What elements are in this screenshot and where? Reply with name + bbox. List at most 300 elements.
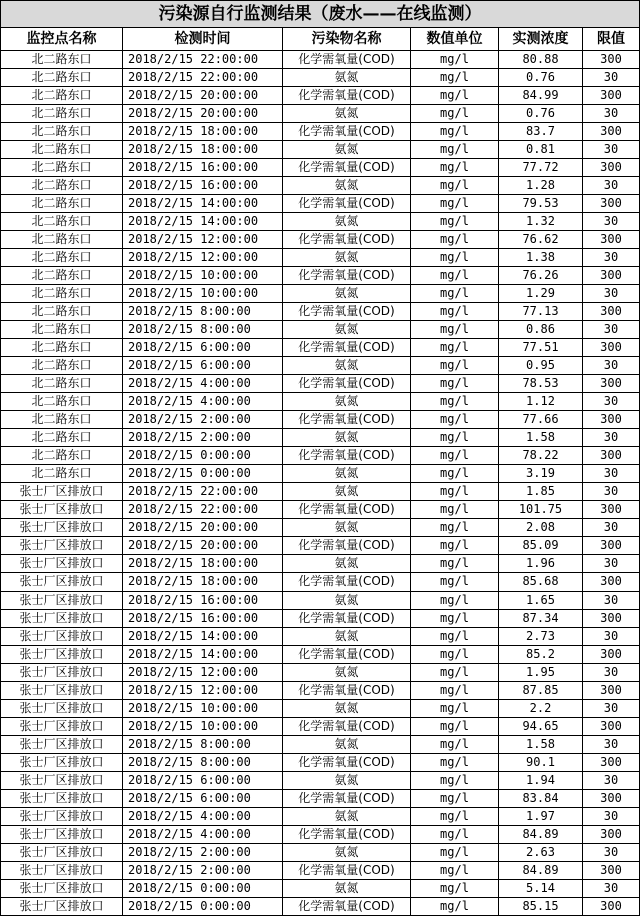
cell-limit: 30: [583, 591, 640, 609]
table-row: [1, 717, 640, 735]
cell-limit: 300: [583, 861, 640, 879]
cell-time: 2018/2/15 2:00:00: [123, 411, 283, 429]
cell-value: 83.7: [499, 123, 583, 141]
cell-time: 2018/2/15 0:00:00: [123, 465, 283, 483]
table-row: [1, 123, 640, 141]
table-row: [1, 105, 640, 123]
cell-time: 2018/2/15 12:00:00: [123, 231, 283, 249]
cell-time: 2018/2/15 6:00:00: [123, 789, 283, 807]
cell-site: 北二路东口: [1, 141, 123, 159]
cell-pollutant: 化学需氧量(COD): [283, 609, 411, 627]
cell-time: 2018/2/15 2:00:00: [123, 861, 283, 879]
table-row: [1, 159, 640, 177]
table-row: [1, 555, 640, 573]
table-row: [1, 285, 640, 303]
cell-unit: mg/l: [411, 357, 499, 375]
cell-pollutant: 氨氮: [283, 483, 411, 501]
cell-unit: mg/l: [411, 753, 499, 771]
cell-unit: mg/l: [411, 51, 499, 69]
cell-unit: mg/l: [411, 573, 499, 591]
table-row: [1, 249, 640, 267]
cell-site: 北二路东口: [1, 357, 123, 375]
cell-site: 张士厂区排放口: [1, 591, 123, 609]
cell-limit: 30: [583, 699, 640, 717]
cell-pollutant: 氨氮: [283, 213, 411, 231]
cell-unit: mg/l: [411, 321, 499, 339]
cell-unit: mg/l: [411, 897, 499, 915]
cell-site: 张士厂区排放口: [1, 627, 123, 645]
cell-unit: mg/l: [411, 249, 499, 267]
cell-site: 张士厂区排放口: [1, 573, 123, 591]
cell-limit: 30: [583, 735, 640, 753]
cell-site: 张士厂区排放口: [1, 789, 123, 807]
cell-unit: mg/l: [411, 87, 499, 105]
cell-unit: mg/l: [411, 375, 499, 393]
cell-site: 北二路东口: [1, 321, 123, 339]
cell-site: 北二路东口: [1, 51, 123, 69]
cell-time: 2018/2/15 4:00:00: [123, 393, 283, 411]
cell-time: 2018/2/15 6:00:00: [123, 339, 283, 357]
cell-site: 北二路东口: [1, 159, 123, 177]
cell-unit: mg/l: [411, 717, 499, 735]
cell-unit: mg/l: [411, 591, 499, 609]
cell-value: 80.88: [499, 51, 583, 69]
cell-unit: mg/l: [411, 339, 499, 357]
table-row: [1, 789, 640, 807]
cell-value: 87.34: [499, 609, 583, 627]
cell-pollutant: 氨氮: [283, 357, 411, 375]
cell-site: 北二路东口: [1, 429, 123, 447]
cell-time: 2018/2/15 12:00:00: [123, 681, 283, 699]
cell-unit: mg/l: [411, 411, 499, 429]
cell-site: 北二路东口: [1, 87, 123, 105]
cell-pollutant: 氨氮: [283, 591, 411, 609]
cell-unit: mg/l: [411, 555, 499, 573]
cell-limit: 30: [583, 519, 640, 537]
cell-pollutant: 氨氮: [283, 699, 411, 717]
cell-limit: 30: [583, 141, 640, 159]
cell-value: 5.14: [499, 879, 583, 897]
cell-pollutant: 化学需氧量(COD): [283, 375, 411, 393]
cell-unit: mg/l: [411, 501, 499, 519]
cell-value: 1.94: [499, 771, 583, 789]
table-row: [1, 213, 640, 231]
column-header-pollutant: 污染物名称: [283, 28, 411, 51]
cell-limit: 300: [583, 897, 640, 915]
table-row: [1, 69, 640, 87]
table-row: [1, 825, 640, 843]
cell-value: 0.95: [499, 357, 583, 375]
cell-site: 张士厂区排放口: [1, 735, 123, 753]
cell-time: 2018/2/15 2:00:00: [123, 843, 283, 861]
cell-value: 0.81: [499, 141, 583, 159]
cell-site: 张士厂区排放口: [1, 555, 123, 573]
cell-unit: mg/l: [411, 123, 499, 141]
cell-value: 1.85: [499, 483, 583, 501]
table-row: [1, 807, 640, 825]
cell-value: 1.58: [499, 735, 583, 753]
cell-value: 78.22: [499, 447, 583, 465]
table-row: [1, 699, 640, 717]
cell-limit: 30: [583, 213, 640, 231]
cell-site: 张士厂区排放口: [1, 843, 123, 861]
cell-time: 2018/2/15 22:00:00: [123, 501, 283, 519]
cell-site: 北二路东口: [1, 195, 123, 213]
cell-limit: 300: [583, 681, 640, 699]
cell-limit: 30: [583, 627, 640, 645]
cell-limit: 30: [583, 429, 640, 447]
cell-limit: 30: [583, 483, 640, 501]
cell-time: 2018/2/15 10:00:00: [123, 285, 283, 303]
cell-time: 2018/2/15 4:00:00: [123, 825, 283, 843]
cell-site: 张士厂区排放口: [1, 483, 123, 501]
cell-limit: 300: [583, 537, 640, 555]
cell-site: 北二路东口: [1, 267, 123, 285]
cell-unit: mg/l: [411, 285, 499, 303]
cell-pollutant: 氨氮: [283, 843, 411, 861]
cell-limit: 300: [583, 339, 640, 357]
table-row: [1, 339, 640, 357]
cell-site: 张士厂区排放口: [1, 897, 123, 915]
cell-value: 85.15: [499, 897, 583, 915]
cell-time: 2018/2/15 22:00:00: [123, 483, 283, 501]
cell-time: 2018/2/15 22:00:00: [123, 69, 283, 87]
header-row: [1, 28, 640, 51]
cell-pollutant: 化学需氧量(COD): [283, 411, 411, 429]
cell-limit: 300: [583, 267, 640, 285]
table-row: [1, 645, 640, 663]
cell-limit: 300: [583, 573, 640, 591]
title-row: [1, 1, 640, 28]
cell-time: 2018/2/15 18:00:00: [123, 141, 283, 159]
cell-site: 张士厂区排放口: [1, 753, 123, 771]
cell-time: 2018/2/15 12:00:00: [123, 249, 283, 267]
column-header-site: 监控点名称: [1, 28, 123, 51]
cell-time: 2018/2/15 18:00:00: [123, 573, 283, 591]
cell-site: 张士厂区排放口: [1, 681, 123, 699]
cell-pollutant: 氨氮: [283, 429, 411, 447]
cell-unit: mg/l: [411, 393, 499, 411]
cell-site: 北二路东口: [1, 231, 123, 249]
table-row: [1, 537, 640, 555]
cell-site: 北二路东口: [1, 177, 123, 195]
cell-value: 85.68: [499, 573, 583, 591]
cell-value: 101.75: [499, 501, 583, 519]
table-row: [1, 627, 640, 645]
cell-time: 2018/2/15 8:00:00: [123, 303, 283, 321]
cell-limit: 300: [583, 123, 640, 141]
table-row: [1, 753, 640, 771]
cell-pollutant: 氨氮: [283, 879, 411, 897]
cell-limit: 30: [583, 771, 640, 789]
cell-unit: mg/l: [411, 177, 499, 195]
cell-time: 2018/2/15 4:00:00: [123, 375, 283, 393]
cell-site: 北二路东口: [1, 69, 123, 87]
cell-limit: 300: [583, 51, 640, 69]
cell-limit: 30: [583, 321, 640, 339]
cell-limit: 300: [583, 87, 640, 105]
cell-pollutant: 化学需氧量(COD): [283, 501, 411, 519]
table-row: [1, 447, 640, 465]
cell-time: 2018/2/15 16:00:00: [123, 177, 283, 195]
table-row: [1, 501, 640, 519]
cell-pollutant: 化学需氧量(COD): [283, 123, 411, 141]
cell-pollutant: 化学需氧量(COD): [283, 645, 411, 663]
cell-pollutant: 化学需氧量(COD): [283, 681, 411, 699]
cell-value: 76.62: [499, 231, 583, 249]
cell-unit: mg/l: [411, 789, 499, 807]
table-row: [1, 195, 640, 213]
cell-time: 2018/2/15 20:00:00: [123, 87, 283, 105]
cell-unit: mg/l: [411, 267, 499, 285]
cell-pollutant: 氨氮: [283, 771, 411, 789]
cell-site: 张士厂区排放口: [1, 537, 123, 555]
cell-pollutant: 氨氮: [283, 249, 411, 267]
cell-time: 2018/2/15 18:00:00: [123, 123, 283, 141]
cell-site: 张士厂区排放口: [1, 825, 123, 843]
cell-site: 张士厂区排放口: [1, 879, 123, 897]
cell-unit: mg/l: [411, 231, 499, 249]
column-header-limit: 限值: [583, 28, 640, 51]
cell-value: 2.2: [499, 699, 583, 717]
table-row: [1, 879, 640, 897]
cell-unit: mg/l: [411, 141, 499, 159]
cell-time: 2018/2/15 16:00:00: [123, 609, 283, 627]
cell-value: 2.73: [499, 627, 583, 645]
cell-time: 2018/2/15 10:00:00: [123, 267, 283, 285]
cell-unit: mg/l: [411, 879, 499, 897]
cell-value: 0.76: [499, 69, 583, 87]
cell-site: 张士厂区排放口: [1, 699, 123, 717]
cell-limit: 30: [583, 357, 640, 375]
table-row: [1, 663, 640, 681]
column-header-value: 实测浓度: [499, 28, 583, 51]
cell-limit: 30: [583, 69, 640, 87]
cell-time: 2018/2/15 0:00:00: [123, 447, 283, 465]
table-row: [1, 861, 640, 879]
cell-site: 张士厂区排放口: [1, 771, 123, 789]
cell-time: 2018/2/15 10:00:00: [123, 699, 283, 717]
cell-pollutant: 氨氮: [283, 555, 411, 573]
cell-unit: mg/l: [411, 483, 499, 501]
cell-site: 张士厂区排放口: [1, 609, 123, 627]
cell-unit: mg/l: [411, 303, 499, 321]
cell-unit: mg/l: [411, 105, 499, 123]
cell-site: 张士厂区排放口: [1, 861, 123, 879]
cell-limit: 300: [583, 501, 640, 519]
cell-site: 北二路东口: [1, 339, 123, 357]
cell-value: 77.66: [499, 411, 583, 429]
cell-pollutant: 化学需氧量(COD): [283, 825, 411, 843]
cell-site: 北二路东口: [1, 393, 123, 411]
cell-limit: 300: [583, 609, 640, 627]
cell-pollutant: 氨氮: [283, 807, 411, 825]
cell-time: 2018/2/15 2:00:00: [123, 429, 283, 447]
cell-value: 1.58: [499, 429, 583, 447]
cell-pollutant: 氨氮: [283, 177, 411, 195]
cell-time: 2018/2/15 20:00:00: [123, 537, 283, 555]
cell-limit: 300: [583, 645, 640, 663]
table-row: [1, 357, 640, 375]
cell-site: 北二路东口: [1, 213, 123, 231]
cell-pollutant: 氨氮: [283, 69, 411, 87]
cell-time: 2018/2/15 6:00:00: [123, 357, 283, 375]
cell-pollutant: 化学需氧量(COD): [283, 231, 411, 249]
cell-time: 2018/2/15 14:00:00: [123, 213, 283, 231]
cell-pollutant: 化学需氧量(COD): [283, 339, 411, 357]
cell-limit: 300: [583, 303, 640, 321]
cell-pollutant: 化学需氧量(COD): [283, 87, 411, 105]
cell-limit: 300: [583, 753, 640, 771]
cell-site: 北二路东口: [1, 447, 123, 465]
cell-value: 90.1: [499, 753, 583, 771]
cell-unit: mg/l: [411, 627, 499, 645]
cell-value: 77.51: [499, 339, 583, 357]
table-row: [1, 465, 640, 483]
cell-value: 94.65: [499, 717, 583, 735]
cell-time: 2018/2/15 8:00:00: [123, 735, 283, 753]
cell-time: 2018/2/15 8:00:00: [123, 753, 283, 771]
cell-site: 张士厂区排放口: [1, 717, 123, 735]
cell-time: 2018/2/15 12:00:00: [123, 663, 283, 681]
cell-site: 张士厂区排放口: [1, 807, 123, 825]
cell-pollutant: 化学需氧量(COD): [283, 753, 411, 771]
cell-time: 2018/2/15 14:00:00: [123, 627, 283, 645]
cell-pollutant: 化学需氧量(COD): [283, 537, 411, 555]
table-row: [1, 141, 640, 159]
cell-limit: 300: [583, 717, 640, 735]
cell-pollutant: 化学需氧量(COD): [283, 51, 411, 69]
cell-site: 张士厂区排放口: [1, 519, 123, 537]
table-row: [1, 735, 640, 753]
cell-pollutant: 化学需氧量(COD): [283, 267, 411, 285]
table-row: [1, 573, 640, 591]
table-row: [1, 519, 640, 537]
cell-pollutant: 氨氮: [283, 105, 411, 123]
table-row: [1, 177, 640, 195]
cell-pollutant: 化学需氧量(COD): [283, 159, 411, 177]
table-row: [1, 843, 640, 861]
cell-unit: mg/l: [411, 537, 499, 555]
cell-time: 2018/2/15 14:00:00: [123, 195, 283, 213]
cell-value: 84.99: [499, 87, 583, 105]
cell-value: 1.38: [499, 249, 583, 267]
cell-value: 87.85: [499, 681, 583, 699]
cell-site: 北二路东口: [1, 105, 123, 123]
cell-limit: 30: [583, 555, 640, 573]
cell-limit: 30: [583, 807, 640, 825]
cell-unit: mg/l: [411, 735, 499, 753]
cell-site: 张士厂区排放口: [1, 663, 123, 681]
cell-time: 2018/2/15 22:00:00: [123, 51, 283, 69]
table-row: [1, 393, 640, 411]
cell-value: 83.84: [499, 789, 583, 807]
cell-unit: mg/l: [411, 69, 499, 87]
cell-time: 2018/2/15 16:00:00: [123, 159, 283, 177]
cell-unit: mg/l: [411, 771, 499, 789]
cell-value: 85.09: [499, 537, 583, 555]
table-row: [1, 375, 640, 393]
table-row: [1, 429, 640, 447]
cell-pollutant: 化学需氧量(COD): [283, 717, 411, 735]
cell-limit: 300: [583, 231, 640, 249]
cell-site: 张士厂区排放口: [1, 501, 123, 519]
cell-time: 2018/2/15 4:00:00: [123, 807, 283, 825]
cell-value: 3.19: [499, 465, 583, 483]
cell-value: 77.72: [499, 159, 583, 177]
cell-value: 1.12: [499, 393, 583, 411]
cell-limit: 30: [583, 663, 640, 681]
cell-pollutant: 氨氮: [283, 663, 411, 681]
cell-unit: mg/l: [411, 159, 499, 177]
sheet-title: 污染源自行监测结果（废水——在线监测）: [1, 1, 640, 28]
cell-unit: mg/l: [411, 807, 499, 825]
cell-unit: mg/l: [411, 447, 499, 465]
cell-unit: mg/l: [411, 681, 499, 699]
cell-limit: 30: [583, 105, 640, 123]
cell-pollutant: 氨氮: [283, 465, 411, 483]
cell-value: 77.13: [499, 303, 583, 321]
cell-pollutant: 氨氮: [283, 393, 411, 411]
column-header-unit: 数值单位: [411, 28, 499, 51]
cell-value: 1.65: [499, 591, 583, 609]
table-row: [1, 483, 640, 501]
table-row: [1, 771, 640, 789]
cell-value: 76.26: [499, 267, 583, 285]
cell-limit: 300: [583, 789, 640, 807]
cell-value: 1.97: [499, 807, 583, 825]
cell-pollutant: 化学需氧量(COD): [283, 789, 411, 807]
cell-value: 0.86: [499, 321, 583, 339]
cell-time: 2018/2/15 18:00:00: [123, 555, 283, 573]
cell-unit: mg/l: [411, 519, 499, 537]
cell-site: 北二路东口: [1, 375, 123, 393]
cell-site: 北二路东口: [1, 411, 123, 429]
cell-pollutant: 化学需氧量(COD): [283, 447, 411, 465]
cell-pollutant: 化学需氧量(COD): [283, 897, 411, 915]
cell-pollutant: 化学需氧量(COD): [283, 573, 411, 591]
table-row: [1, 897, 640, 915]
cell-site: 北二路东口: [1, 123, 123, 141]
cell-value: 84.89: [499, 861, 583, 879]
table-row: [1, 411, 640, 429]
cell-pollutant: 化学需氧量(COD): [283, 195, 411, 213]
cell-unit: mg/l: [411, 213, 499, 231]
cell-time: 2018/2/15 20:00:00: [123, 519, 283, 537]
table-row: [1, 51, 640, 69]
table-row: [1, 591, 640, 609]
cell-pollutant: 氨氮: [283, 321, 411, 339]
cell-value: 84.89: [499, 825, 583, 843]
column-header-time: 检测时间: [123, 28, 283, 51]
cell-value: 1.95: [499, 663, 583, 681]
cell-site: 北二路东口: [1, 303, 123, 321]
cell-limit: 300: [583, 195, 640, 213]
cell-limit: 30: [583, 285, 640, 303]
cell-value: 1.28: [499, 177, 583, 195]
cell-limit: 300: [583, 447, 640, 465]
cell-pollutant: 氨氮: [283, 141, 411, 159]
cell-value: 1.29: [499, 285, 583, 303]
cell-site: 北二路东口: [1, 249, 123, 267]
table-row: [1, 681, 640, 699]
cell-site: 北二路东口: [1, 465, 123, 483]
cell-time: 2018/2/15 6:00:00: [123, 771, 283, 789]
cell-limit: 30: [583, 249, 640, 267]
cell-time: 2018/2/15 10:00:00: [123, 717, 283, 735]
cell-limit: 300: [583, 411, 640, 429]
cell-value: 78.53: [499, 375, 583, 393]
